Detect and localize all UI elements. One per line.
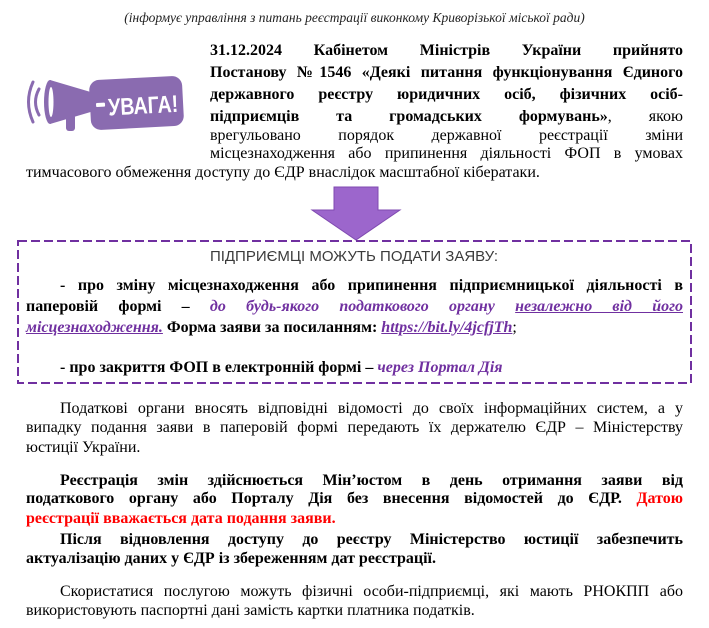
location-text: місцезнаходження. bbox=[26, 319, 163, 336]
restore-line-1: Після відновлення доступу до реєстру Міністерство юстиції забезпечить bbox=[60, 531, 683, 548]
registration-line-2 bbox=[26, 489, 683, 509]
sound-waves-icon bbox=[29, 82, 40, 122]
intro-line-5: врегульовано порядок державної реєстрації зміни bbox=[210, 127, 683, 144]
attention-label: УВАГА! bbox=[107, 89, 195, 122]
registration-date-highlight: Датою bbox=[621, 490, 683, 507]
form-link[interactable]: https://bit.ly/4jcfjTh bbox=[381, 319, 513, 336]
registration-line-2-text: податкового органу або Порталу Дія без внесення відомостей до ЄДР. bbox=[26, 490, 622, 507]
megaphone-icon bbox=[44, 80, 94, 131]
diia-portal-text: через Портал Дія bbox=[377, 359, 503, 376]
eligibility-line-2: використовують паспортні дані замість картки платника податків. bbox=[26, 602, 475, 619]
registration-line-3: реєстрації вважається дата подання заяви. bbox=[26, 510, 336, 527]
electronic-option-line bbox=[60, 358, 683, 378]
electronic-option-text: - про закриття ФОП в електронній формі – bbox=[60, 359, 378, 376]
tax-paragraph-line-2: випадку подання заяви в паперовій формі передають їх держателю ЄДР – Міністерству bbox=[26, 419, 683, 436]
intro-line-7: тимчасового обмеження доступу до ЄДР внаслідок масштабної кібератаки. bbox=[26, 164, 540, 181]
header-note: (інформує управління з питань реєстрації виконкому Криворізької міської ради) bbox=[124, 10, 585, 25]
restore-line-2: актуалізацію даних у ЄДР із збереженням дат реєстрації. bbox=[26, 550, 436, 567]
attention-logo bbox=[26, 62, 195, 142]
regardless-location-text: незалежно від його bbox=[515, 298, 683, 315]
notice-box-title: ПІДПРИЄМЦІ МОЖУТЬ ПОДАТИ ЗАЯВУ: bbox=[209, 248, 499, 265]
intro-line-4-bold: підприємців та громадських формувань» bbox=[210, 108, 608, 125]
intro-line-4-normal: , якою bbox=[607, 108, 683, 125]
eligibility-line-1: Скористатися послугою можуть фізичні особи-підприємці, які мають РНОКПП або bbox=[60, 583, 683, 600]
attention-banner bbox=[89, 76, 195, 131]
paper-form-text: паперовій формі – bbox=[26, 298, 210, 315]
intro-line-1: 31.12.2024 Кабінетом Міністрів України прийнято bbox=[210, 42, 683, 59]
paper-option-line-2 bbox=[26, 297, 683, 317]
tax-paragraph-line-1: Податкові органи вносять відповідні відомості до своїх інформаційних систем, а у bbox=[60, 400, 683, 417]
paper-option-line-3 bbox=[26, 318, 683, 338]
registration-line-1: Реєстрація змін здійснюється Мін’юстом в день отримання заяви від bbox=[60, 472, 683, 489]
intro-line-4 bbox=[210, 107, 683, 127]
form-link-label: Форма заяви за посиланням: bbox=[162, 319, 382, 336]
down-arrow-icon bbox=[310, 185, 402, 243]
intro-line-6: місцезнаходження або припинення діяльності ФОП в умовах bbox=[210, 145, 683, 162]
line-end-punctuation: ; bbox=[512, 319, 517, 336]
paper-option-line-1: - про зміну місцезнаходження або припинення підприємницької діяльності в bbox=[60, 277, 683, 294]
intro-line-3: державного реєстру юридичних осіб, фізичних осіб- bbox=[210, 86, 683, 103]
intro-line-2: Постанову №1546 «Деякі питання функціонування Єдиного bbox=[210, 64, 683, 81]
any-tax-office-text: до будь-якого податкового органу bbox=[209, 298, 516, 315]
tax-paragraph-line-3: юстиції України. bbox=[26, 439, 141, 456]
